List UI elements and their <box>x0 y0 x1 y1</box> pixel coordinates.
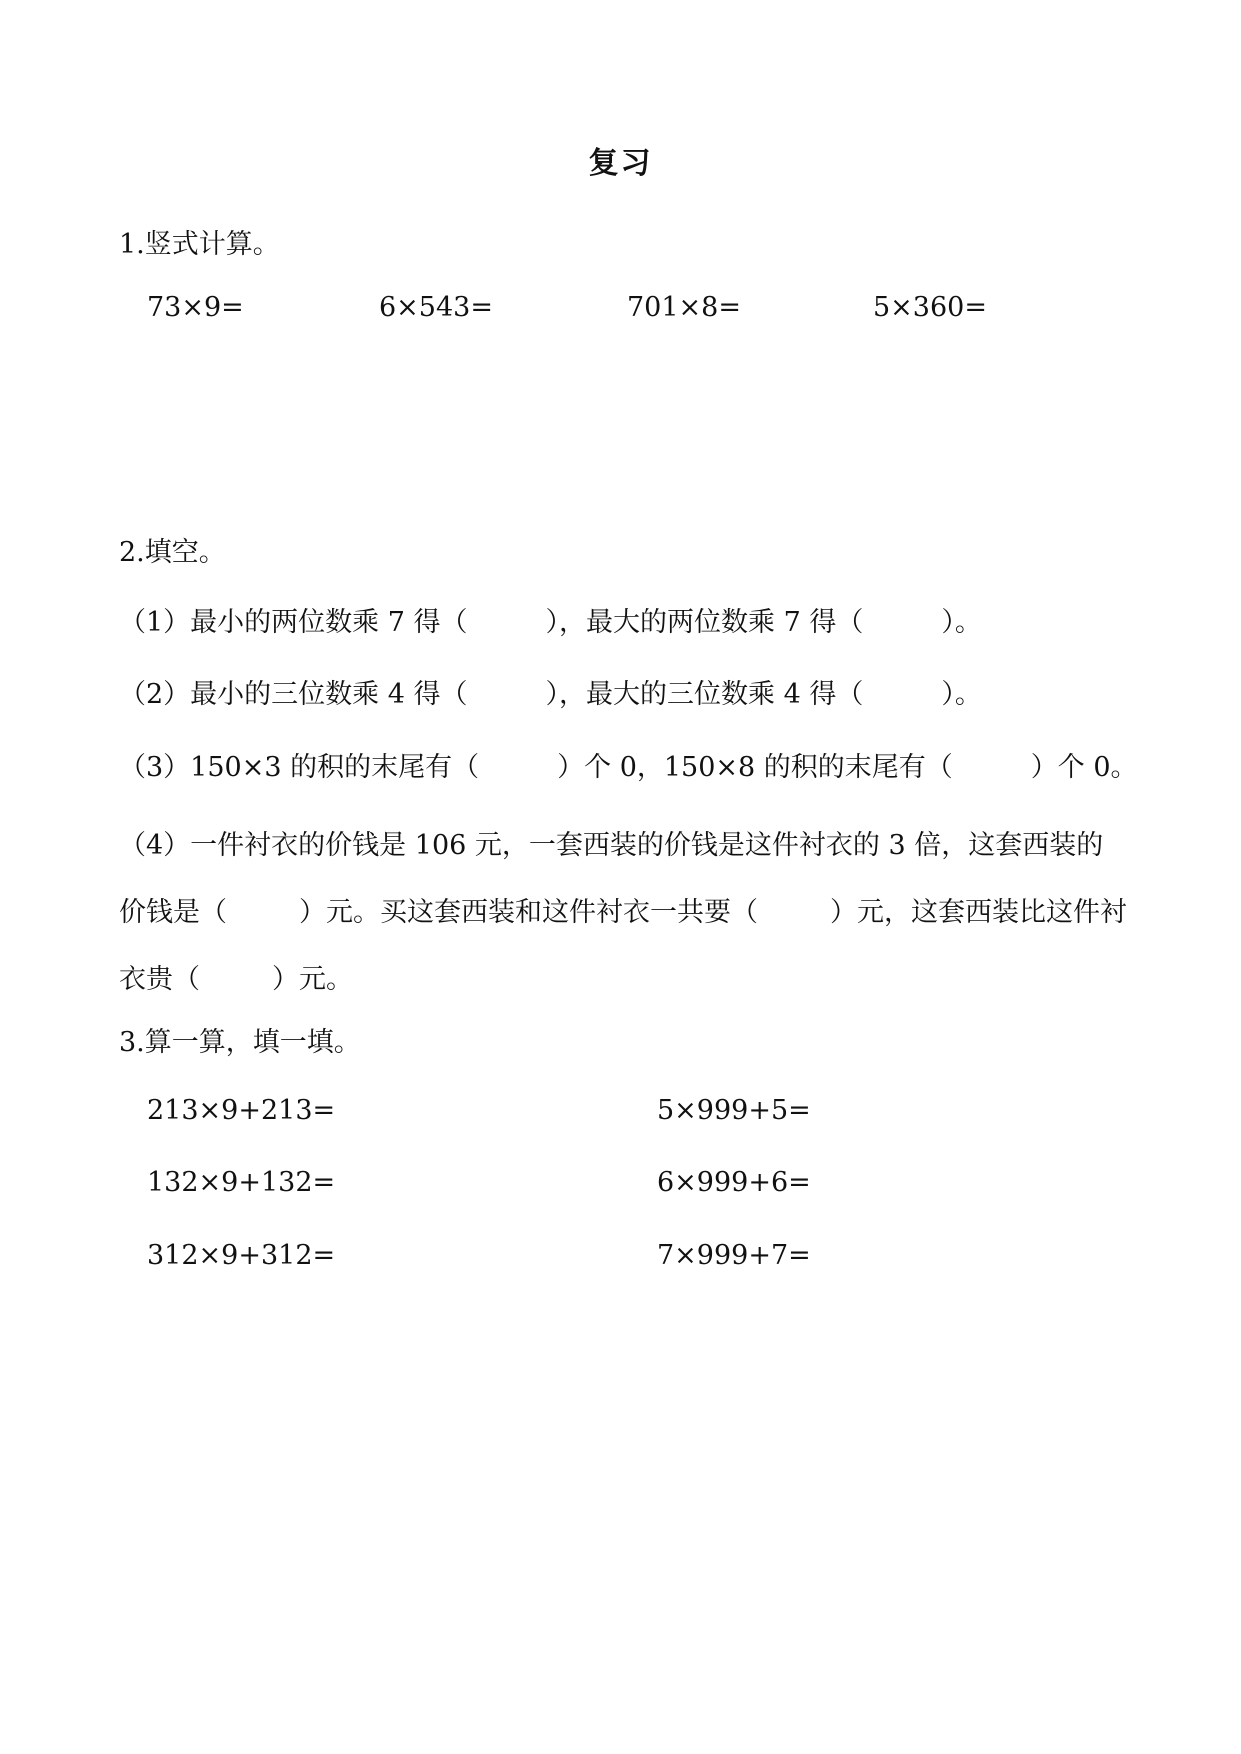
q1-prefix: （1）最小的两位数乘 7 得（ <box>119 607 468 638</box>
q2-suffix: ）。 <box>941 679 982 710</box>
q2-middle: ），最大的三位数乘 4 得（ <box>545 679 864 710</box>
q3-suffix: ）个 0。 <box>1030 752 1138 783</box>
fill-question-3 <box>119 745 1138 784</box>
fill-question-2 <box>119 672 982 711</box>
compute-right-2: 6×999+6= <box>657 1167 811 1198</box>
q3-prefix: （3）150×3 的积的末尾有（ <box>119 752 480 783</box>
compute-left-2: 132×9+132= <box>147 1167 336 1198</box>
calc-problem-2: 6×543= <box>379 292 493 323</box>
calc-problem-3: 701×8= <box>627 292 741 323</box>
section-2-heading: 2.填空。 <box>119 537 226 568</box>
calc-problem-1: 73×9= <box>147 292 244 323</box>
fill-question-1 <box>119 600 982 639</box>
compute-left-1: 213×9+213= <box>147 1095 336 1126</box>
compute-left-3: 312×9+312= <box>147 1240 336 1271</box>
q1-suffix: ）。 <box>941 607 982 638</box>
compute-right-3: 7×999+7= <box>657 1240 811 1271</box>
section-3-heading: 3.算一算，填一填。 <box>119 1027 361 1058</box>
compute-right-1: 5×999+5= <box>657 1095 811 1126</box>
q4-part-4: ）元。 <box>272 964 353 995</box>
q3-middle: ）个 0，150×8 的积的末尾有（ <box>557 752 953 783</box>
q4-part-2: ）元。买这套西装和这件衬衣一共要（ <box>299 897 758 928</box>
page-title: 复习 <box>588 146 653 181</box>
q4-part-1: （4）一件衬衣的价钱是 106 元，一套西装的价钱是这件衬衣的 3 倍，这套西装的价钱是（ <box>119 830 1104 928</box>
q4-part-3: ）元，这套西装比这件衬衣贵（ <box>119 897 1127 995</box>
section-1-heading: 1.竖式计算。 <box>119 229 280 260</box>
q2-prefix: （2）最小的三位数乘 4 得（ <box>119 679 468 710</box>
q1-middle: ），最大的两位数乘 7 得（ <box>545 607 864 638</box>
calc-problem-4: 5×360= <box>873 292 987 323</box>
fill-question-4 <box>119 812 1129 1013</box>
